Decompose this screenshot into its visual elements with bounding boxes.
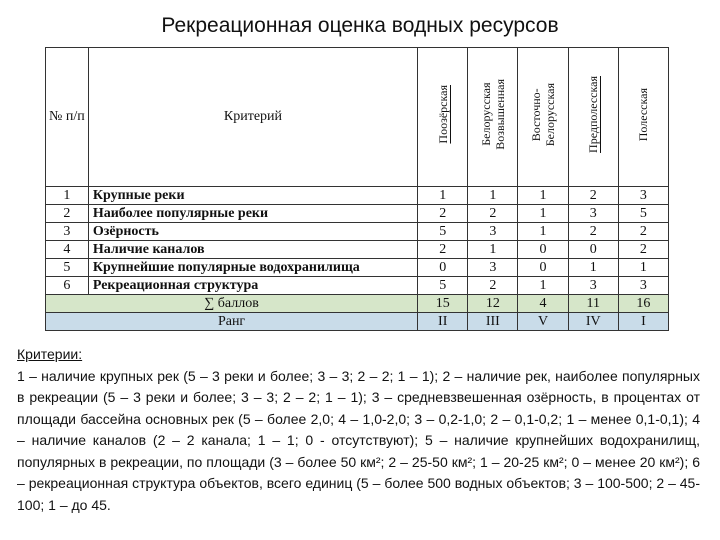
sum-cell: 15 — [418, 295, 468, 313]
header-region — [468, 48, 518, 187]
score-cell: 3 — [568, 277, 618, 295]
score-cell: 2 — [418, 205, 468, 223]
region-label: Поозёрская — [435, 85, 450, 144]
criterion-name: Наиболее популярные реки — [88, 205, 417, 223]
score-cell: 1 — [518, 277, 568, 295]
score-cell: 5 — [618, 205, 668, 223]
score-cell: 3 — [618, 277, 668, 295]
region-label: Полесская — [636, 87, 651, 142]
score-cell: 1 — [518, 223, 568, 241]
row-number: 6 — [46, 277, 89, 295]
score-cell: 3 — [568, 205, 618, 223]
row-number: 4 — [46, 241, 89, 259]
score-cell: 3 — [468, 259, 518, 277]
rank-cell: IV — [568, 313, 618, 331]
rank-row — [46, 313, 669, 331]
rank-cell: II — [418, 313, 468, 331]
row-number: 3 — [46, 223, 89, 241]
criterion-name: Крупные реки — [88, 187, 417, 205]
score-cell: 1 — [468, 241, 518, 259]
criterion-name: Наличие каналов — [88, 241, 417, 259]
sum-row — [46, 295, 669, 313]
criterion-name: Озёрность — [88, 223, 417, 241]
table-row — [46, 259, 669, 277]
criterion-name: Рекреационная структура — [88, 277, 417, 295]
score-cell: 0 — [518, 241, 568, 259]
assessment-table-container — [45, 47, 669, 331]
rank-cell: V — [518, 313, 568, 331]
score-cell: 1 — [568, 259, 618, 277]
sum-cell: 12 — [468, 295, 518, 313]
criterion-name: Крупнейшие популярные водохранилища — [88, 259, 417, 277]
table-row — [46, 241, 669, 259]
score-cell: 2 — [468, 277, 518, 295]
score-cell: 2 — [618, 241, 668, 259]
table-row — [46, 277, 669, 295]
table-header-row — [46, 48, 669, 187]
score-cell: 5 — [418, 277, 468, 295]
header-region — [568, 48, 618, 187]
page-title: Рекреационная оценка водных ресурсов — [161, 14, 559, 37]
header-num: № п/п — [46, 48, 89, 187]
score-cell: 0 — [418, 259, 468, 277]
region-label: Предполесская — [586, 76, 601, 153]
criteria-heading: Критерии: — [17, 346, 83, 362]
score-cell: 1 — [518, 187, 568, 205]
score-cell: 0 — [568, 241, 618, 259]
score-cell: 3 — [618, 187, 668, 205]
header-criterion: Критерий — [88, 48, 417, 187]
score-cell: 2 — [568, 223, 618, 241]
score-cell: 0 — [518, 259, 568, 277]
score-cell: 1 — [618, 259, 668, 277]
table-row — [46, 187, 669, 205]
score-cell: 2 — [618, 223, 668, 241]
score-cell: 1 — [418, 187, 468, 205]
header-region — [418, 48, 468, 187]
row-number: 1 — [46, 187, 89, 205]
score-cell: 1 — [468, 187, 518, 205]
assessment-table — [45, 47, 669, 331]
table-row — [46, 205, 669, 223]
score-cell: 1 — [518, 205, 568, 223]
sum-cell: 16 — [618, 295, 668, 313]
score-cell: 2 — [418, 241, 468, 259]
header-region — [518, 48, 568, 187]
table-row — [46, 223, 669, 241]
sum-cell: 11 — [568, 295, 618, 313]
score-cell: 2 — [468, 205, 518, 223]
row-number: 5 — [46, 259, 89, 277]
score-cell: 3 — [468, 223, 518, 241]
rank-cell: III — [468, 313, 518, 331]
criteria-notes — [17, 344, 700, 516]
header-region — [618, 48, 668, 187]
rank-cell: I — [618, 313, 668, 331]
region-label: Восточно- Белорусская — [529, 82, 558, 147]
criteria-text: 1 – наличие крупных рек (5 – 3 реки и более; 3 – 3; 2 – 2; 1 – 1); 2 – наличие рек, наиболее популярных в рекреации (5 – 3 реки и более; 3 – 3; 2 – 2; 1 – 1); 3 – средневзвешенная озёрность, в процентах от площади бассейна основных рек (5 – более 2,0; 4 – 1,0-2,0; 3 – 0,2-1,0; 2 – 0,1-0,2; 1 – менее 0,1-0,1); 4 – наличие каналов (2 – 2 канала; 1 – 1; 0 - отсутствуют); 5 – наличие крупнейших водохранилищ, популярных в рекреации, по площади (3 – более 50 км²; 2 – 25-50 км²; 1 – 20-25 км²; 0 – менее 20 км²); 6 – рекреационная структура объектов, всего единиц (5 – более 500 водных объектов; 3 – 100-500; 2 – 45-100; 1 – до 45. — [17, 367, 700, 513]
sum-label: ∑ баллов — [46, 295, 418, 313]
region-label: Белорусская Возвышенная — [478, 79, 507, 150]
score-cell: 5 — [418, 223, 468, 241]
score-cell: 2 — [568, 187, 618, 205]
sum-cell: 4 — [518, 295, 568, 313]
rank-label: Ранг — [46, 313, 418, 331]
row-number: 2 — [46, 205, 89, 223]
